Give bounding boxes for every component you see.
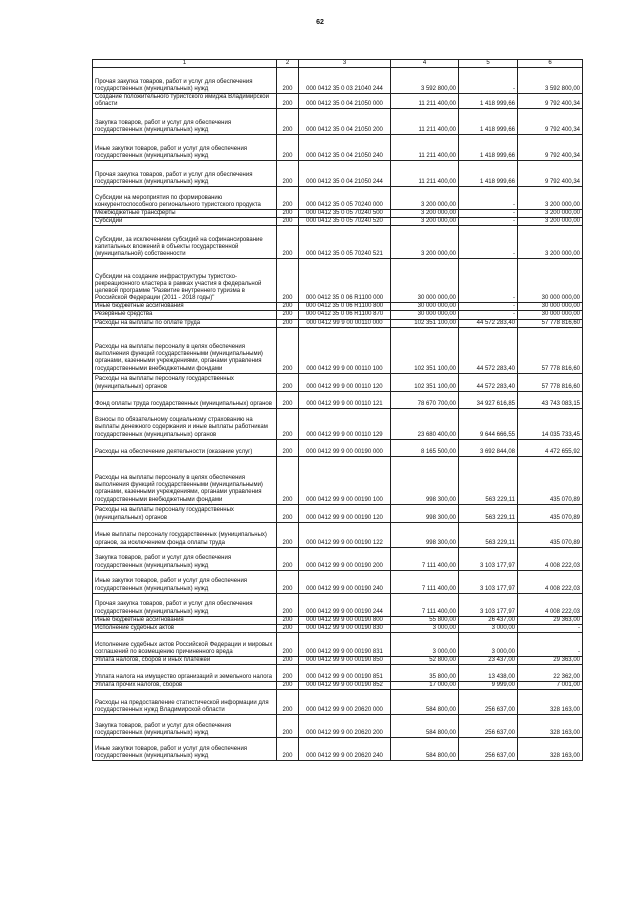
row-rest-cell: 9 792 400,34 <box>518 109 583 135</box>
row-name-cell: Субсидии, за исключением субсидий на софинансирование капитальных вложений в объекты государственной (муниципальной) собственности <box>93 226 277 259</box>
row-name-cell: Иные выплаты персоналу государственных (муниципальных) органов, за исключением фонда оплаты труда <box>93 522 277 547</box>
row-rest-cell: 22 362,00 <box>518 664 583 681</box>
row-code-cell: 200 <box>277 504 299 522</box>
row-code-cell: 200 <box>277 187 299 210</box>
row-exec-cell: 1 418 999,66 <box>459 109 518 135</box>
row-code-cell: 200 <box>277 737 299 760</box>
row-rest-cell: - <box>518 632 583 656</box>
row-code-cell: 200 <box>277 319 299 327</box>
row-name-cell: Расходы на выплаты персоналу в целях обеспечения выполнения функций государственными (муниципальными) органами, казенными учреждениями, органами управления государственными внебюджетными фондами <box>93 327 277 373</box>
row-plan-cell: 102 351 100,00 <box>391 373 459 391</box>
row-name-cell: Прочая закупка товаров, работ и услуг для обеспечения государственных (муниципальных) нужд <box>93 593 277 616</box>
row-code-cell: 200 <box>277 439 299 456</box>
row-kbk-cell: 000 0412 35 0 06 R1100 000 <box>299 259 391 303</box>
table-row <box>93 522 583 547</box>
row-plan-cell: 3 200 000,00 <box>391 218 459 226</box>
row-kbk-cell: 000 0412 35 0 06 R1100 870 <box>299 311 391 319</box>
row-code-cell: 200 <box>277 161 299 187</box>
table-row <box>93 737 583 760</box>
row-code-cell: 200 <box>277 135 299 161</box>
row-plan-cell: 584 800,00 <box>391 737 459 760</box>
row-name-cell: Расходы на выплаты по оплате труда <box>93 319 277 327</box>
table-row <box>93 714 583 737</box>
row-name-cell: Прочая закупка товаров, работ и услуг для обеспечения государственных (муниципальных) нужд <box>93 68 277 94</box>
row-plan-cell: 3 200 000,00 <box>391 226 459 259</box>
row-kbk-cell: 000 0412 35 0 05 70240 521 <box>299 226 391 259</box>
row-exec-cell: 44 572 283,40 <box>459 327 518 373</box>
row-exec-cell: 3 103 177,97 <box>459 547 518 570</box>
table-row <box>93 68 583 94</box>
row-rest-cell: 30 000 000,00 <box>518 303 583 311</box>
row-plan-cell: 52 800,00 <box>391 656 459 664</box>
row-plan-cell: 11 211 400,00 <box>391 94 459 109</box>
row-name-cell: Иные бюджетные ассигнования <box>93 303 277 311</box>
row-name-cell: Субсидии на мероприятия по формированию конкурентоспособного регионального туристского продукта <box>93 187 277 210</box>
table-row <box>93 187 583 210</box>
row-kbk-cell: 000 0412 99 9 00 00190 000 <box>299 439 391 456</box>
row-code-cell: 200 <box>277 68 299 94</box>
row-rest-cell: 3 592 800,00 <box>518 68 583 94</box>
column-header: 6 <box>518 60 583 68</box>
table-row <box>93 504 583 522</box>
row-rest-cell: 43 743 083,15 <box>518 391 583 408</box>
row-code-cell: 200 <box>277 624 299 632</box>
table-row <box>93 689 583 714</box>
row-code-cell: 200 <box>277 391 299 408</box>
row-kbk-cell: 000 0412 35 0 06 R1100 800 <box>299 303 391 311</box>
row-kbk-cell: 000 0412 99 9 00 00190 122 <box>299 522 391 547</box>
table-row <box>93 593 583 616</box>
row-exec-cell: - <box>459 226 518 259</box>
row-name-cell: Иные закупки товаров, работ и услуг для обеспечения государственных (муниципальных) нужд <box>93 135 277 161</box>
row-name-cell: Уплата налогов, сборов и иных платежей <box>93 656 277 664</box>
row-plan-cell: 8 165 500,00 <box>391 439 459 456</box>
row-kbk-cell: 000 0412 99 9 00 00190 240 <box>299 570 391 593</box>
table-row <box>93 327 583 373</box>
row-kbk-cell: 000 0412 99 9 00 00190 200 <box>299 547 391 570</box>
row-rest-cell: - <box>518 624 583 632</box>
row-plan-cell: 102 351 100,00 <box>391 319 459 327</box>
row-plan-cell: 584 800,00 <box>391 714 459 737</box>
row-kbk-cell: 000 0412 35 0 05 70240 520 <box>299 218 391 226</box>
row-rest-cell: 3 200 000,00 <box>518 226 583 259</box>
column-header: 3 <box>299 60 391 68</box>
table-row <box>93 681 583 689</box>
row-exec-cell: 34 927 616,85 <box>459 391 518 408</box>
row-exec-cell: 1 418 999,66 <box>459 135 518 161</box>
row-code-cell: 200 <box>277 210 299 218</box>
row-kbk-cell: 000 0412 99 9 00 20620 200 <box>299 714 391 737</box>
row-plan-cell: 998 300,00 <box>391 522 459 547</box>
row-code-cell: 200 <box>277 522 299 547</box>
table-row <box>93 135 583 161</box>
row-rest-cell: 57 778 816,60 <box>518 319 583 327</box>
row-name-cell: Расходы на обеспечение деятельности (оказание услуг) <box>93 439 277 456</box>
row-exec-cell: 1 418 999,66 <box>459 161 518 187</box>
row-name-cell: Иные закупки товаров, работ и услуг для обеспечения государственных (муниципальных) нужд <box>93 737 277 760</box>
row-rest-cell: 4 008 222,03 <box>518 570 583 593</box>
row-plan-cell: 35 800,00 <box>391 664 459 681</box>
row-plan-cell: 30 000 000,00 <box>391 259 459 303</box>
row-name-cell: Взносы по обязательному социальному страхованию на выплаты денежного содержания и иные выплаты работникам государственных (муниципальных) органов <box>93 408 277 439</box>
row-exec-cell: 44 572 283,40 <box>459 319 518 327</box>
row-plan-cell: 23 680 400,00 <box>391 408 459 439</box>
row-plan-cell: 17 000,00 <box>391 681 459 689</box>
column-header: 2 <box>277 60 299 68</box>
row-rest-cell: 3 200 000,00 <box>518 187 583 210</box>
row-rest-cell: 4 008 222,03 <box>518 547 583 570</box>
row-rest-cell: 328 163,00 <box>518 689 583 714</box>
table-row <box>93 391 583 408</box>
row-plan-cell: 78 670 700,00 <box>391 391 459 408</box>
row-code-cell: 200 <box>277 593 299 616</box>
table-row <box>93 259 583 303</box>
row-code-cell: 200 <box>277 632 299 656</box>
row-rest-cell: 30 000 000,00 <box>518 311 583 319</box>
table-row <box>93 439 583 456</box>
row-kbk-cell: 000 0412 35 0 03 21040 244 <box>299 68 391 94</box>
table-row <box>93 109 583 135</box>
row-kbk-cell: 000 0412 35 0 04 21050 244 <box>299 161 391 187</box>
row-exec-cell: 256 637,00 <box>459 737 518 760</box>
row-exec-cell: 26 437,00 <box>459 616 518 624</box>
table-row <box>93 570 583 593</box>
row-kbk-cell: 000 0412 35 0 05 70240 500 <box>299 210 391 218</box>
row-exec-cell: 23 437,00 <box>459 656 518 664</box>
table-row <box>93 319 583 327</box>
row-code-cell: 200 <box>277 373 299 391</box>
row-code-cell: 200 <box>277 303 299 311</box>
row-exec-cell: - <box>459 259 518 303</box>
row-exec-cell: - <box>459 303 518 311</box>
row-kbk-cell: 000 0412 99 9 00 00190 800 <box>299 616 391 624</box>
row-plan-cell: 3 200 000,00 <box>391 210 459 218</box>
row-name-cell: Расходы на выплаты персоналу государственных (муниципальных) органов <box>93 504 277 522</box>
row-exec-cell: 563 229,11 <box>459 522 518 547</box>
row-kbk-cell: 000 0412 99 9 00 00190 850 <box>299 656 391 664</box>
table-row <box>93 408 583 439</box>
row-name-cell: Фонд оплаты труда государственных (муниципальных) органов <box>93 391 277 408</box>
row-kbk-cell: 000 0412 99 9 00 20620 240 <box>299 737 391 760</box>
row-exec-cell: 563 229,11 <box>459 456 518 504</box>
row-code-cell: 200 <box>277 656 299 664</box>
row-plan-cell: 998 300,00 <box>391 504 459 522</box>
row-name-cell: Иные закупки товаров, работ и услуг для обеспечения государственных (муниципальных) нужд <box>93 570 277 593</box>
row-exec-cell: 3 000,00 <box>459 632 518 656</box>
row-kbk-cell: 000 0412 99 9 00 00190 120 <box>299 504 391 522</box>
row-exec-cell: - <box>459 187 518 210</box>
row-plan-cell: 3 200 000,00 <box>391 187 459 210</box>
row-kbk-cell: 000 0412 99 9 00 00190 830 <box>299 624 391 632</box>
row-exec-cell: 9 644 666,55 <box>459 408 518 439</box>
row-rest-cell: 57 778 816,60 <box>518 327 583 373</box>
row-plan-cell: 55 800,00 <box>391 616 459 624</box>
row-kbk-cell: 000 0412 99 9 00 00190 100 <box>299 456 391 504</box>
table-row <box>93 218 583 226</box>
row-rest-cell: 435 070,89 <box>518 456 583 504</box>
row-kbk-cell: 000 0412 35 0 04 21050 240 <box>299 135 391 161</box>
row-plan-cell: 11 211 400,00 <box>391 109 459 135</box>
row-rest-cell: 3 200 000,00 <box>518 210 583 218</box>
row-plan-cell: 3 000,00 <box>391 632 459 656</box>
row-rest-cell: 4 008 222,03 <box>518 593 583 616</box>
row-name-cell: Расходы на предоставление статистической информации для государственных нужд Владимирской области <box>93 689 277 714</box>
row-rest-cell: 30 000 000,00 <box>518 259 583 303</box>
row-exec-cell: 3 103 177,97 <box>459 593 518 616</box>
row-exec-cell: - <box>459 210 518 218</box>
row-code-cell: 200 <box>277 327 299 373</box>
row-name-cell: Закупка товаров, работ и услуг для обеспечения государственных (муниципальных) нужд <box>93 547 277 570</box>
row-name-cell: Исполнение судебных актов Российской Федерации и мировых соглашений по возмещению причиненного вреда <box>93 632 277 656</box>
row-rest-cell: 7 001,00 <box>518 681 583 689</box>
row-code-cell: 200 <box>277 311 299 319</box>
row-exec-cell: 563 229,11 <box>459 504 518 522</box>
row-name-cell: Закупка товаров, работ и услуг для обеспечения государственных (муниципальных) нужд <box>93 109 277 135</box>
row-rest-cell: 9 792 400,34 <box>518 161 583 187</box>
row-kbk-cell: 000 0412 35 0 05 70240 000 <box>299 187 391 210</box>
row-name-cell: Межбюджетные трансферты <box>93 210 277 218</box>
table-row <box>93 161 583 187</box>
row-kbk-cell: 000 0412 99 9 00 00110 129 <box>299 408 391 439</box>
page-number: 62 <box>316 19 324 26</box>
row-name-cell: Расходы на выплаты персоналу государственных (муниципальных) органов <box>93 373 277 391</box>
table-row <box>93 373 583 391</box>
row-code-cell: 200 <box>277 94 299 109</box>
row-name-cell: Резервные средства <box>93 311 277 319</box>
row-rest-cell: 9 792 400,34 <box>518 135 583 161</box>
table-row <box>93 456 583 504</box>
row-name-cell: Прочая закупка товаров, работ и услуг для обеспечения государственных (муниципальных) нужд <box>93 161 277 187</box>
row-name-cell: Уплата прочих налогов, сборов <box>93 681 277 689</box>
row-code-cell: 200 <box>277 547 299 570</box>
row-kbk-cell: 000 0412 99 9 00 00190 851 <box>299 664 391 681</box>
row-kbk-cell: 000 0412 99 9 00 00110 121 <box>299 391 391 408</box>
row-kbk-cell: 000 0412 35 0 04 21050 200 <box>299 109 391 135</box>
row-plan-cell: 102 351 100,00 <box>391 327 459 373</box>
row-code-cell: 200 <box>277 456 299 504</box>
row-kbk-cell: 000 0412 99 9 00 00110 000 <box>299 319 391 327</box>
row-name-cell: Исполнение судебных актов <box>93 624 277 632</box>
row-exec-cell: 3 692 844,08 <box>459 439 518 456</box>
row-code-cell: 200 <box>277 218 299 226</box>
row-exec-cell: - <box>459 311 518 319</box>
row-code-cell: 200 <box>277 714 299 737</box>
row-plan-cell: 7 111 400,00 <box>391 547 459 570</box>
table-row <box>93 303 583 311</box>
row-exec-cell: 1 418 999,66 <box>459 94 518 109</box>
row-exec-cell: 256 637,00 <box>459 689 518 714</box>
row-exec-cell: 3 000,00 <box>459 624 518 632</box>
row-plan-cell: 7 111 400,00 <box>391 593 459 616</box>
row-code-cell: 200 <box>277 109 299 135</box>
row-kbk-cell: 000 0412 99 9 00 00190 831 <box>299 632 391 656</box>
row-rest-cell: 435 070,89 <box>518 504 583 522</box>
row-plan-cell: 11 211 400,00 <box>391 135 459 161</box>
row-code-cell: 200 <box>277 664 299 681</box>
row-kbk-cell: 000 0412 35 0 04 21050 000 <box>299 94 391 109</box>
row-exec-cell: - <box>459 218 518 226</box>
row-code-cell: 200 <box>277 689 299 714</box>
row-name-cell: Субсидии <box>93 218 277 226</box>
row-name-cell: Уплата налога на имущество организаций и земельного налога <box>93 664 277 681</box>
column-header: 4 <box>391 60 459 68</box>
row-code-cell: 200 <box>277 226 299 259</box>
row-exec-cell: 13 438,00 <box>459 664 518 681</box>
row-exec-cell: 9 999,00 <box>459 681 518 689</box>
table-row <box>93 210 583 218</box>
row-kbk-cell: 000 0412 99 9 00 20620 000 <box>299 689 391 714</box>
row-rest-cell: 29 363,00 <box>518 656 583 664</box>
row-code-cell: 200 <box>277 570 299 593</box>
table-row <box>93 94 583 109</box>
row-code-cell: 200 <box>277 408 299 439</box>
row-rest-cell: 3 200 000,00 <box>518 218 583 226</box>
row-plan-cell: 584 800,00 <box>391 689 459 714</box>
row-rest-cell: 14 035 733,45 <box>518 408 583 439</box>
row-kbk-cell: 000 0412 99 9 00 00190 244 <box>299 593 391 616</box>
row-plan-cell: 11 211 400,00 <box>391 161 459 187</box>
row-exec-cell: 256 637,00 <box>459 714 518 737</box>
row-name-cell: Расходы на выплаты персоналу в целях обеспечения выполнения функций государственными (муниципальными) органами, казенными учреждениями, органами управления государственными внебюджетными фондами <box>93 456 277 504</box>
row-name-cell: Иные бюджетные ассигнования <box>93 616 277 624</box>
row-exec-cell: - <box>459 68 518 94</box>
row-rest-cell: 4 472 655,92 <box>518 439 583 456</box>
row-rest-cell: 328 163,00 <box>518 714 583 737</box>
row-name-cell: Закупка товаров, работ и услуг для обеспечения государственных (муниципальных) нужд <box>93 714 277 737</box>
row-kbk-cell: 000 0412 99 9 00 00110 100 <box>299 327 391 373</box>
table-header-row <box>93 60 583 68</box>
row-rest-cell: 435 070,89 <box>518 522 583 547</box>
row-kbk-cell: 000 0412 99 9 00 00190 852 <box>299 681 391 689</box>
row-plan-cell: 998 300,00 <box>391 456 459 504</box>
row-exec-cell: 44 572 283,40 <box>459 373 518 391</box>
row-rest-cell: 9 792 400,34 <box>518 94 583 109</box>
row-plan-cell: 3 000,00 <box>391 624 459 632</box>
row-rest-cell: 328 163,00 <box>518 737 583 760</box>
column-header: 1 <box>93 60 277 68</box>
table-row <box>93 632 583 656</box>
row-plan-cell: 30 000 000,00 <box>391 311 459 319</box>
row-code-cell: 200 <box>277 259 299 303</box>
row-code-cell: 200 <box>277 616 299 624</box>
row-exec-cell: 3 103 177,97 <box>459 570 518 593</box>
row-plan-cell: 30 000 000,00 <box>391 303 459 311</box>
table-row <box>93 624 583 632</box>
table-row <box>93 616 583 624</box>
row-plan-cell: 3 592 800,00 <box>391 68 459 94</box>
row-name-cell: Создание положительного туристского имиджа Владимирской области <box>93 94 277 109</box>
budget-table <box>92 59 583 761</box>
row-rest-cell: 29 363,00 <box>518 616 583 624</box>
table-row <box>93 547 583 570</box>
table-row <box>93 311 583 319</box>
row-rest-cell: 57 778 816,60 <box>518 373 583 391</box>
row-plan-cell: 7 111 400,00 <box>391 570 459 593</box>
table-row <box>93 226 583 259</box>
table-row <box>93 656 583 664</box>
table-row <box>93 664 583 681</box>
row-name-cell: Субсидии на создание инфраструктуры туристско-рекреационного кластера в рамках участия в федеральной целевой программе "Развитие внутреннего туризма в Российской Федерации (2011 - 2018 годы)" <box>93 259 277 303</box>
row-code-cell: 200 <box>277 681 299 689</box>
column-header: 5 <box>459 60 518 68</box>
row-kbk-cell: 000 0412 99 9 00 00110 120 <box>299 373 391 391</box>
